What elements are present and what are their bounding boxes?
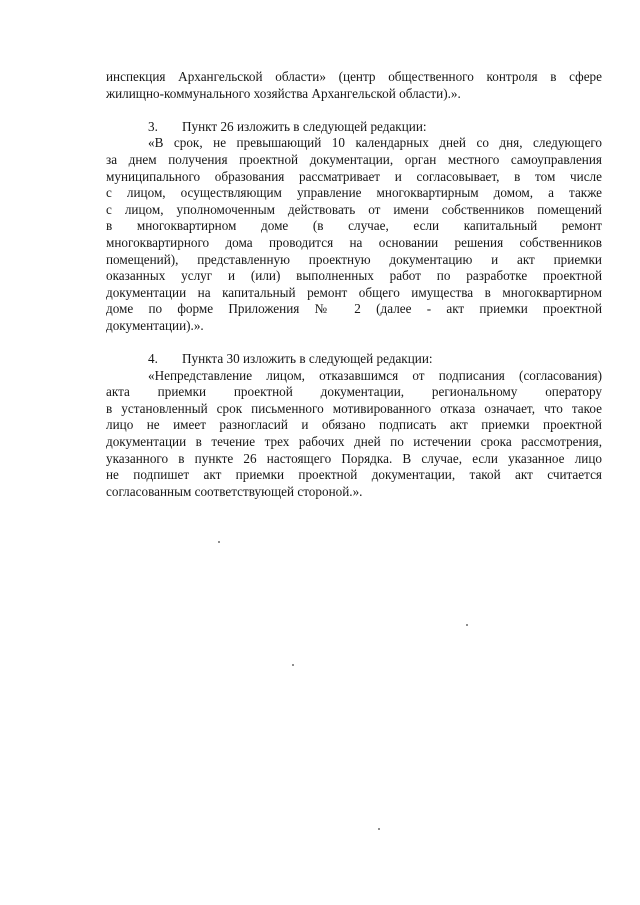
item-4-heading-text: Пункта 30 изложить в следующей редакции: xyxy=(182,351,433,367)
item-3-line: муниципального образования рассматривает и согласовывает, в том числе xyxy=(106,168,602,184)
item-4-heading xyxy=(106,351,602,368)
item-4-line: не подпишет акт приемки проектной документации, такой акт считается xyxy=(106,467,602,483)
scan-speck xyxy=(292,664,294,666)
intro-line: жилищно-коммунального хозяйства Архангельской области).». xyxy=(106,85,461,101)
scan-speck xyxy=(378,828,380,830)
item-3-line: помещений), представленную проектную документацию и акт приемки xyxy=(106,251,602,267)
item-3-line: многоквартирного дома проводится на основании решения собственников xyxy=(106,234,602,250)
item-3-line: в многоквартирном доме (в случае, если капитальный ремонт xyxy=(106,218,602,234)
item-3-line: с лицом, осуществляющим управление многоквартирным домом, а также xyxy=(106,185,602,201)
item-4-line: указанного в пункте 26 настоящего Порядка. В случае, если указанное лицо xyxy=(106,450,602,466)
document-body xyxy=(106,69,602,500)
item-3-line: с лицом, уполномоченным действовать от имени собственников помещений xyxy=(106,201,602,217)
item-3-number: 3. xyxy=(148,118,158,134)
item-3-heading-text: Пункт 26 изложить в следующей редакции: xyxy=(182,118,427,134)
item-3-line: за днем получения проектной документации, орган местного самоуправления xyxy=(106,151,602,167)
item-4-number: 4. xyxy=(148,351,158,367)
scan-speck xyxy=(466,624,468,626)
intro-line: инспекция Архангельской области» (центр общественного контроля в сфере xyxy=(106,69,602,84)
item-4-line: в установленный срок письменного мотивированного отказа означает, что такое xyxy=(106,400,602,416)
item-3-line: документации).». xyxy=(106,317,204,333)
item-4-line: «Непредставление лицом, отказавшимся от подписания (согласования) xyxy=(148,367,602,383)
item-3-line: оказанных услуг и (или) выполненных работ по разработке проектной xyxy=(106,268,602,284)
item-4-line: документации в течение трех рабочих дней по истечении срока рассмотрения, xyxy=(106,434,602,450)
item-4-line: акта приемки проектной документации, региональному оператору xyxy=(106,384,602,400)
scan-speck xyxy=(218,541,220,543)
item-3-line: «В срок, не превышающий 10 календарных дней со дня, следующего xyxy=(148,135,602,151)
item-3-line: документации на капитальный ремонт общего имущества в многоквартирном xyxy=(106,284,602,300)
item-3-heading xyxy=(106,119,602,136)
item-4-line: согласованным соответствующей стороной.». xyxy=(106,483,363,499)
item-3-line: доме по форме Приложения № 2 (далее - акт приемки проектной xyxy=(106,301,602,317)
item-4-line: лицо не имеет разногласий и обязано подписать акт приемки проектной xyxy=(106,417,602,433)
